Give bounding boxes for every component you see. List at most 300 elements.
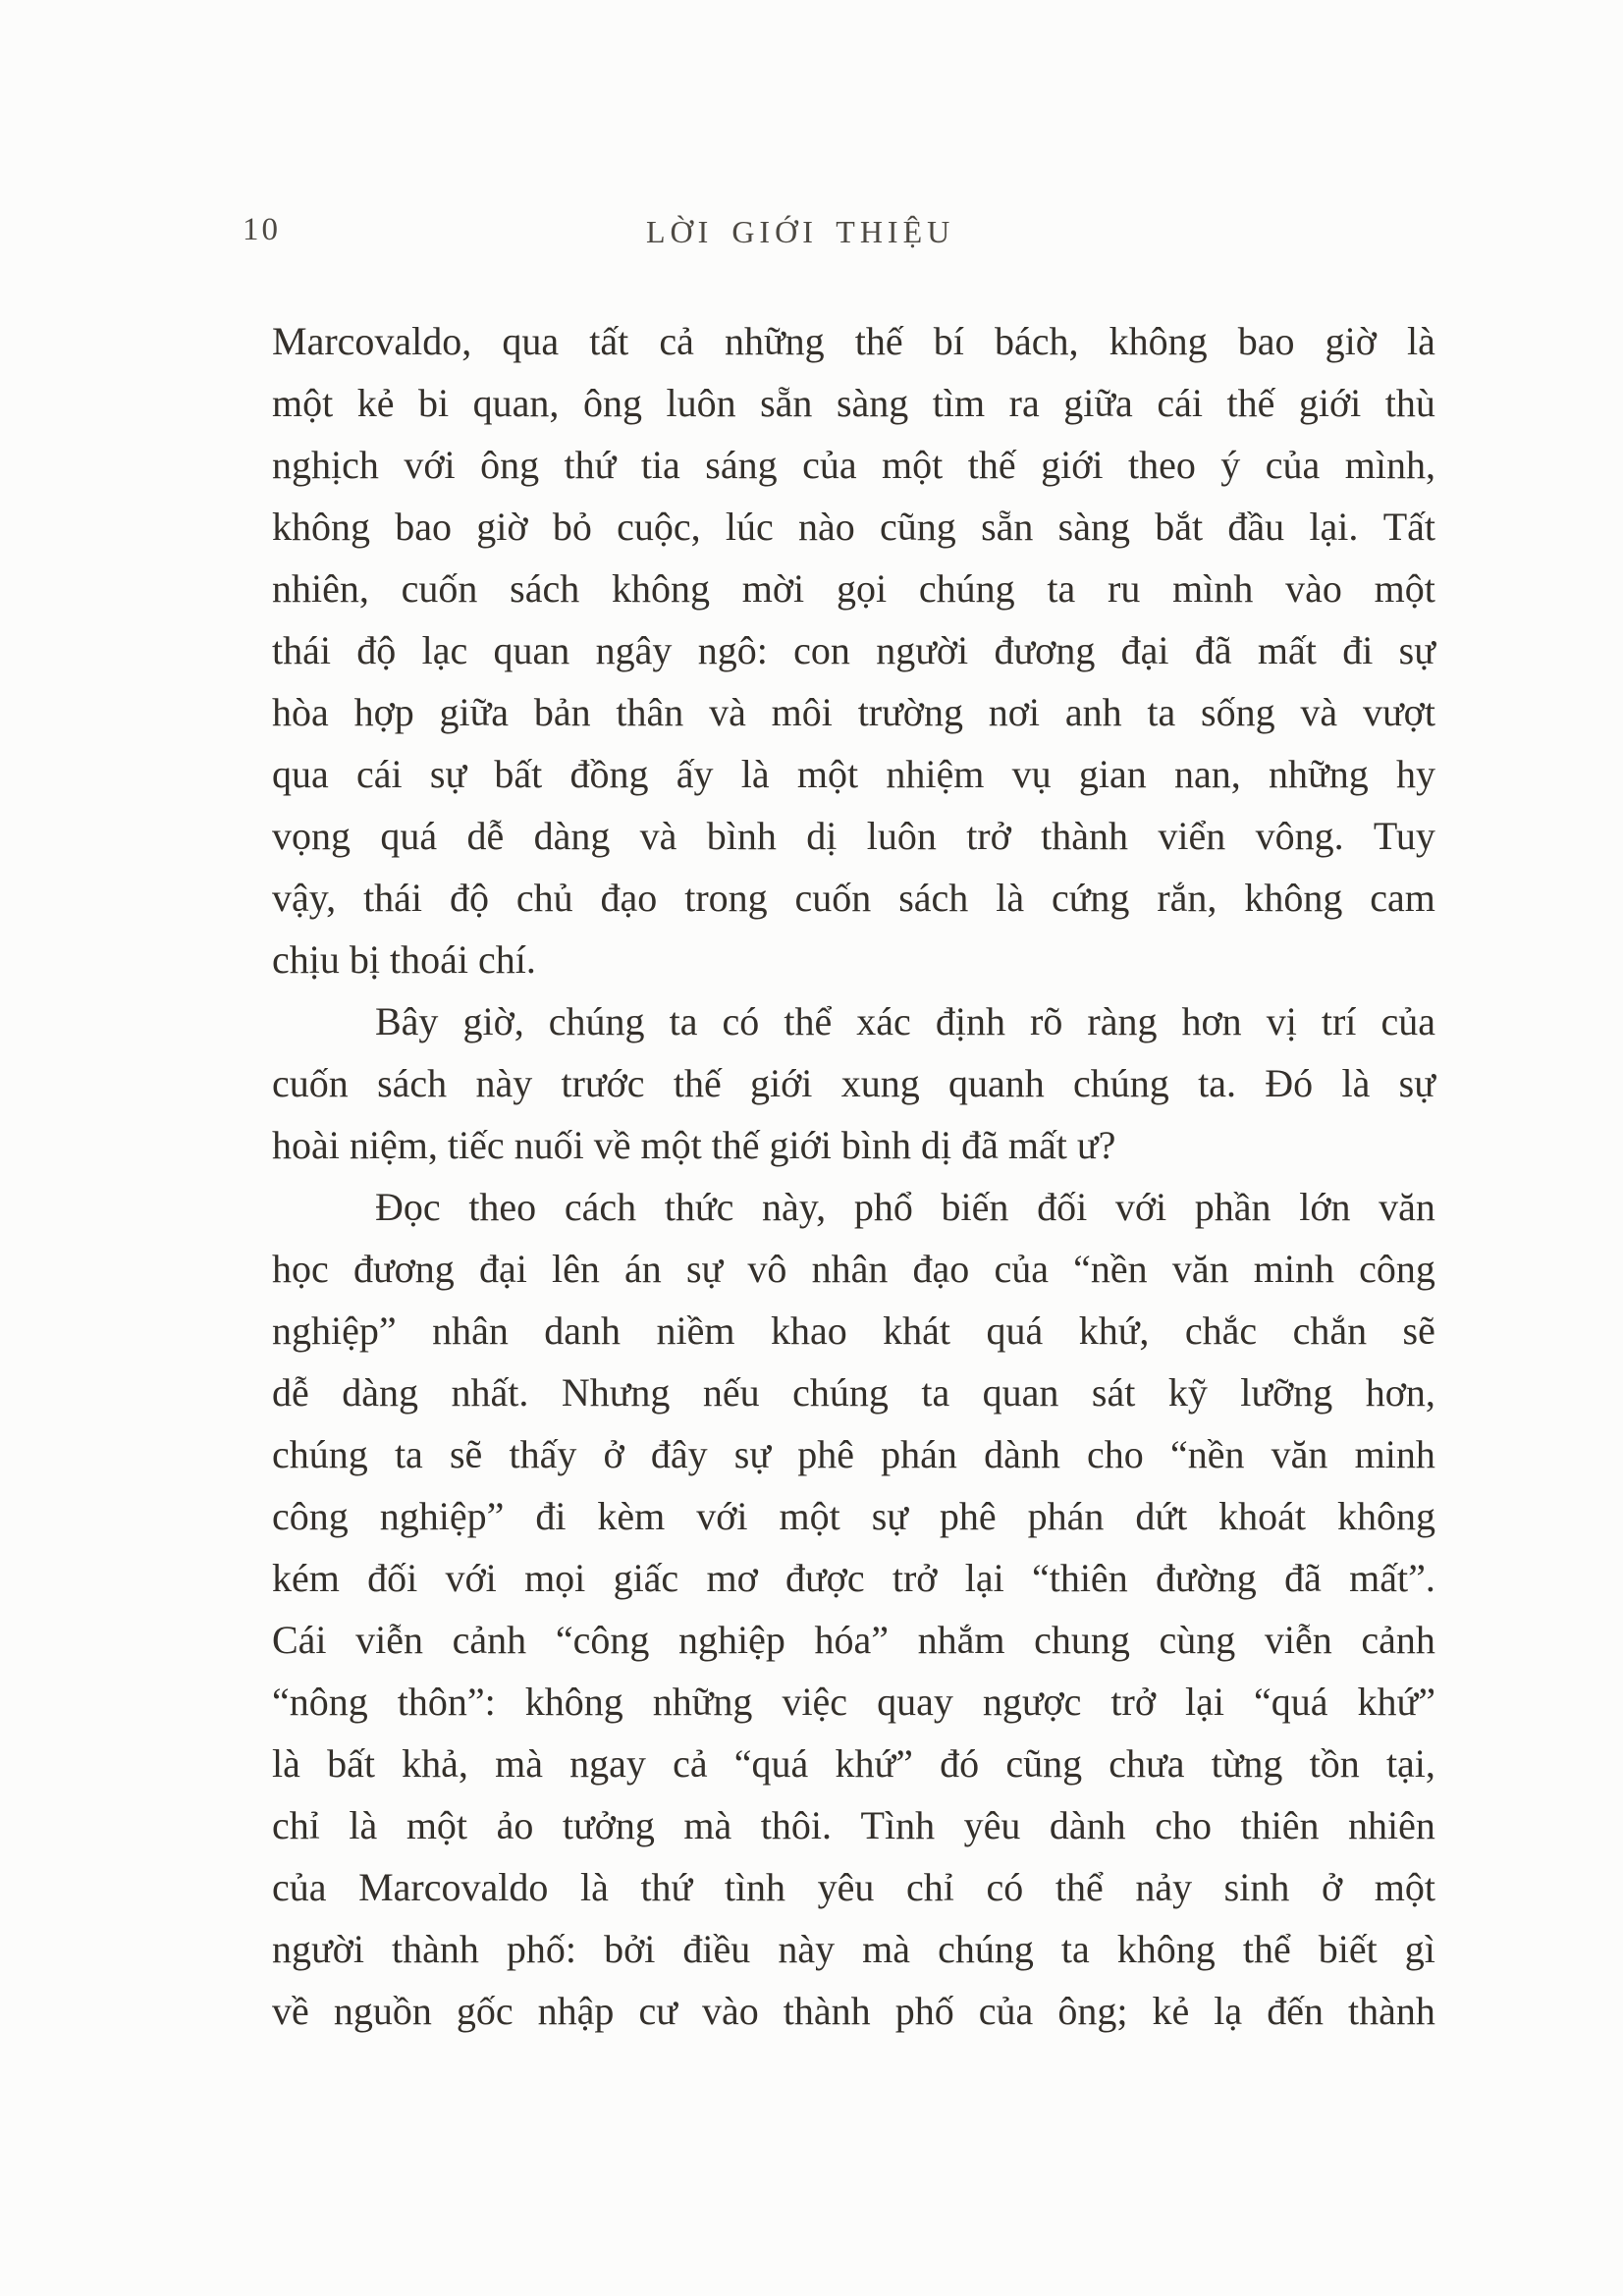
text-line [272, 867, 1435, 929]
word: sẵn [760, 381, 813, 425]
word: tình [724, 1865, 786, 1909]
word: công [1359, 1247, 1435, 1291]
word: đây [650, 1432, 708, 1476]
word: thức [664, 1185, 734, 1229]
word: vô [747, 1247, 787, 1291]
word: tưởng [562, 1803, 655, 1847]
word: những [652, 1680, 753, 1724]
word: chúng [918, 566, 1015, 611]
word: bi [418, 381, 450, 425]
word: thiên [1240, 1803, 1320, 1847]
word: theo [468, 1185, 537, 1229]
word: việc [782, 1680, 848, 1724]
word: thể [1242, 1927, 1291, 1971]
word: hơn [1181, 999, 1242, 1043]
word: đối [1037, 1185, 1088, 1229]
word: tồn [1309, 1741, 1360, 1786]
word: lại. [1309, 505, 1359, 549]
word: thứ [564, 443, 617, 487]
word: thế [967, 443, 1016, 487]
word: nhất. [451, 1370, 529, 1415]
word: lại [1185, 1680, 1224, 1724]
word: dị [806, 814, 838, 858]
text-line [272, 1238, 1435, 1300]
word: cho [1087, 1432, 1144, 1476]
text-line [272, 1733, 1435, 1794]
word: thế [854, 319, 903, 363]
word: vào [1285, 566, 1342, 611]
text-line: chịu bị thoái chí. [272, 937, 536, 982]
word: văn [1171, 1247, 1229, 1291]
word: thứ [640, 1865, 693, 1909]
word: sinh [1223, 1865, 1290, 1909]
word: không [612, 566, 711, 611]
text-line [272, 1176, 1435, 1238]
word: một [796, 752, 859, 796]
page-header [0, 210, 1623, 259]
word: được [784, 1556, 865, 1600]
word: là [1341, 1061, 1371, 1105]
word: sự [1398, 1061, 1435, 1105]
word: chắc [1184, 1308, 1258, 1353]
word: bình [706, 814, 777, 858]
word: kỹ [1167, 1370, 1208, 1415]
word: rắn, [1157, 876, 1217, 920]
word: trở [892, 1556, 938, 1600]
word: gọi [836, 566, 888, 611]
word: văn [1271, 1432, 1328, 1476]
word: phố [894, 1989, 954, 2033]
word: gốc [456, 1989, 514, 2033]
word: gì [1404, 1927, 1435, 1971]
word: nảy [1135, 1865, 1193, 1909]
text-line [272, 619, 1435, 681]
word: ta [394, 1432, 423, 1476]
word: bao [395, 505, 453, 549]
word: vào [701, 1989, 759, 2033]
word: trường [857, 690, 963, 734]
word: bách, [994, 319, 1079, 363]
word: ta [669, 999, 698, 1043]
word: nghiệp” [379, 1494, 505, 1538]
word: lúc [725, 505, 774, 549]
word: Tình [860, 1803, 936, 1847]
word: luôn [866, 814, 937, 858]
word: dành [1049, 1803, 1126, 1847]
word: ngây [595, 628, 673, 672]
word: vượt [1362, 690, 1435, 734]
word: thể [1055, 1865, 1104, 1909]
word: cuốn [272, 1061, 349, 1105]
word: ảo [496, 1803, 534, 1847]
word: là [1406, 319, 1435, 363]
word: quá [380, 814, 438, 858]
text-line [272, 990, 1435, 1052]
word: cam [1370, 876, 1435, 920]
text-line [272, 1918, 1435, 1980]
word: ông; [1057, 1989, 1128, 2033]
word: của [1265, 443, 1321, 487]
word: giữa [1063, 381, 1133, 425]
word: ở [603, 1432, 624, 1476]
word: Tất [1382, 505, 1435, 549]
word: Nhưng [561, 1370, 671, 1415]
word: ngay [569, 1741, 646, 1786]
text-line [272, 681, 1435, 743]
word: và [1300, 690, 1338, 734]
word: minh [1253, 1247, 1334, 1291]
word: khứ” [835, 1741, 913, 1786]
word: có [722, 999, 760, 1043]
word: trở [966, 814, 1011, 858]
word: Marcovaldo [358, 1865, 549, 1909]
word: “nông [272, 1680, 368, 1724]
word: lại [964, 1556, 1004, 1600]
word: đi [535, 1494, 567, 1538]
word: chúng [548, 999, 645, 1043]
word: và [709, 690, 746, 734]
text-line [272, 805, 1435, 867]
word: điều [682, 1927, 751, 1971]
word: đi [1342, 628, 1374, 672]
word: sẽ [449, 1432, 483, 1476]
word: tất [589, 319, 629, 363]
word: này, [762, 1185, 827, 1229]
word: chúng [938, 1927, 1034, 1971]
word: thái [363, 876, 423, 920]
text-line [272, 1300, 1435, 1362]
word: mình, [1344, 443, 1435, 487]
word: ý [1220, 443, 1241, 487]
word: ấy [676, 752, 714, 796]
word: kẻ [356, 381, 395, 425]
word: trở [1110, 1680, 1157, 1724]
word: tại, [1385, 1741, 1435, 1786]
word: con [793, 628, 850, 672]
word: nghiệp” [272, 1308, 397, 1353]
word: quá [986, 1308, 1044, 1353]
word: kèm [597, 1494, 666, 1538]
word: hợp [353, 690, 414, 734]
word: hòa [272, 690, 329, 734]
word: luôn [666, 381, 736, 425]
word: Cái [272, 1618, 327, 1662]
word: một [406, 1803, 468, 1847]
word: cư [638, 1989, 677, 2033]
word: vậy, [272, 876, 337, 920]
word: cuốn [794, 876, 872, 920]
word: vông. [1255, 814, 1344, 858]
word: viễn [1264, 1618, 1332, 1662]
word: khát [883, 1308, 951, 1353]
word: chúng [1073, 1061, 1169, 1105]
word: nhiên, [272, 566, 369, 611]
word: thù [1384, 381, 1435, 425]
word: trước [561, 1061, 645, 1105]
word: về [272, 1989, 309, 2033]
word: giờ [1325, 319, 1377, 363]
word: không [1337, 1494, 1435, 1538]
word: trí [1321, 999, 1357, 1043]
word: chúng [792, 1370, 889, 1415]
paragraph [272, 990, 1435, 1176]
word: định [935, 999, 1005, 1043]
word: không [524, 1680, 623, 1724]
word: nghịch [272, 443, 379, 487]
text-line [272, 1423, 1435, 1485]
word: đã [1194, 628, 1232, 672]
page-number: 10 [243, 212, 281, 247]
word: ngược [982, 1680, 1082, 1724]
word: là [740, 752, 770, 796]
word: sự [429, 752, 467, 796]
word: dễ [466, 814, 505, 858]
word: tìm [932, 381, 986, 425]
word: là [349, 1803, 378, 1847]
word: giới [750, 1061, 813, 1105]
word: không [1116, 1927, 1216, 1971]
word: thể [784, 999, 833, 1043]
word: sàng [1057, 505, 1130, 549]
word: dàng [533, 814, 611, 858]
word: kẻ [1152, 1989, 1190, 2033]
word: đại [478, 1247, 527, 1291]
word: biến [941, 1185, 1009, 1229]
word: nhân [432, 1308, 509, 1353]
word: Bây [375, 999, 439, 1043]
word: môi [771, 690, 833, 734]
word: chỉ [906, 1865, 954, 1909]
word: nghiệp [677, 1618, 785, 1662]
word: văn [1379, 1185, 1435, 1229]
word: độ [356, 628, 397, 672]
word: công [272, 1494, 349, 1538]
word: đương [352, 1247, 455, 1291]
word: ta [1060, 1927, 1090, 1971]
word: yêu [963, 1803, 1021, 1847]
word: nào [798, 505, 855, 549]
word: chắn [1292, 1308, 1368, 1353]
word: không [1109, 319, 1208, 363]
word: mình [1172, 566, 1254, 611]
word: “công [555, 1618, 650, 1662]
word: của [994, 1247, 1049, 1291]
word: khứ” [1357, 1680, 1435, 1724]
word: một [882, 443, 944, 487]
word: cùng [1159, 1618, 1236, 1662]
word: bí [933, 319, 964, 363]
word: vụ [1011, 752, 1052, 796]
word: đối [367, 1556, 418, 1600]
word: nan, [1174, 752, 1241, 796]
word: bởi [604, 1927, 656, 1971]
word: đường [1155, 1556, 1257, 1600]
word: mà [862, 1927, 911, 1971]
word: cả [673, 1741, 708, 1786]
word: khao [770, 1308, 847, 1353]
word: chúng [272, 1432, 368, 1476]
word: sách [377, 1061, 448, 1105]
word: cuộc, [617, 505, 701, 549]
word: có [986, 1865, 1024, 1909]
word: mơ [706, 1556, 758, 1600]
word: qua [272, 752, 329, 796]
word: nơi [988, 690, 1041, 734]
word: quan [982, 1370, 1059, 1415]
text-line [272, 1671, 1435, 1733]
word: với [696, 1494, 748, 1538]
word: phê [797, 1432, 854, 1476]
word: không [272, 505, 370, 549]
word: đến [1267, 1989, 1324, 2033]
word: của [272, 1865, 327, 1909]
word: Marcovaldo, [272, 319, 472, 363]
word: phổ [853, 1185, 913, 1229]
word: hóa” [814, 1618, 889, 1662]
word: sát [1091, 1370, 1136, 1415]
word: nếu [702, 1370, 760, 1415]
word: bất [494, 752, 543, 796]
word: giới [1298, 381, 1362, 425]
word: bao [1237, 319, 1295, 363]
page-body-text [272, 310, 1435, 2042]
word: những [724, 319, 825, 363]
word: cũng [1005, 1741, 1083, 1786]
word: hy [1395, 752, 1435, 796]
word: ràng [1087, 999, 1158, 1043]
word: cứng [1051, 876, 1130, 920]
word: bỏ [552, 505, 592, 549]
text-line [272, 1052, 1435, 1114]
text-line [272, 310, 1435, 372]
word: ông [582, 381, 642, 425]
text-line [272, 1362, 1435, 1423]
word: mời [741, 566, 805, 611]
word: của [978, 1989, 1034, 2033]
word: tia [640, 443, 680, 487]
word: cảnh [1361, 1618, 1435, 1662]
word: giờ, [462, 999, 524, 1043]
word: sàng [836, 381, 909, 425]
word: ru [1108, 566, 1141, 611]
text-line [272, 1794, 1435, 1856]
word: này [475, 1061, 533, 1105]
word: trong [684, 876, 768, 920]
word: lạc [421, 628, 468, 672]
word: thế [673, 1061, 722, 1105]
word: sự [1398, 628, 1435, 672]
word: sống [1201, 690, 1275, 734]
word: theo [1127, 443, 1196, 487]
word: dàng [342, 1370, 418, 1415]
word: ông [480, 443, 540, 487]
word: quan [493, 628, 570, 672]
running-header-title: LỜI GIỚI THIỆU [646, 214, 955, 249]
text-line [272, 1547, 1435, 1609]
word: quan, [472, 381, 560, 425]
word: cũng [880, 505, 956, 549]
word: mọi [524, 1556, 586, 1600]
word: bản [533, 690, 591, 734]
word: danh [544, 1308, 622, 1353]
word: “nền [1073, 1247, 1148, 1291]
word: sáng [705, 443, 778, 487]
word: độ [449, 876, 489, 920]
word: sự [871, 1494, 908, 1538]
word: người [876, 628, 969, 672]
word: giấc [613, 1556, 679, 1600]
word: của [802, 443, 857, 487]
word: ta [921, 1370, 950, 1415]
word: anh [1064, 690, 1122, 734]
word: đó [940, 1741, 980, 1786]
word: thôi. [760, 1803, 832, 1847]
word: thái [272, 628, 331, 672]
word: giờ [476, 505, 528, 549]
word: đã [1284, 1556, 1322, 1600]
word: đạo [912, 1247, 970, 1291]
text-line [272, 1609, 1435, 1671]
word: sẵn [981, 505, 1034, 549]
word: chưa [1109, 1741, 1185, 1786]
word: cả [659, 319, 694, 363]
text-line: hoài niệm, tiếc nuối về một thế giới bình dị đã mất ư? [272, 1123, 1116, 1167]
word: sẽ [1402, 1308, 1435, 1353]
word: ta. [1198, 1061, 1236, 1105]
word: lớn [1299, 1185, 1351, 1229]
word: sự [733, 1432, 772, 1476]
word: những [1269, 752, 1369, 796]
word: dứt [1135, 1494, 1188, 1538]
word: vọng [272, 814, 351, 858]
word: không [1244, 876, 1343, 920]
text-line [272, 1485, 1435, 1547]
word: với [445, 1556, 497, 1600]
word: thành [783, 1989, 871, 2033]
word: phán [1027, 1494, 1105, 1538]
word: nhắm [917, 1618, 1005, 1662]
word: của [1380, 999, 1435, 1043]
word: nhân [811, 1247, 889, 1291]
word: là [996, 876, 1025, 920]
word: “quá [733, 1741, 809, 1786]
word: mất”. [1349, 1556, 1435, 1600]
word: học [272, 1247, 329, 1291]
text-line [272, 496, 1435, 558]
word: một [1374, 1865, 1435, 1909]
word: thành [1041, 814, 1128, 858]
word: thấy [509, 1432, 577, 1476]
word: cách [564, 1185, 637, 1229]
word: đồng [569, 752, 649, 796]
word: quay [877, 1680, 953, 1724]
word: chủ [515, 876, 573, 920]
word: cuốn [401, 566, 478, 611]
word: một [779, 1494, 840, 1538]
word: “quá [1254, 1680, 1328, 1724]
word: với [404, 443, 456, 487]
word: quanh [947, 1061, 1045, 1105]
word: với [1114, 1185, 1167, 1229]
word: một [272, 381, 334, 425]
word: yêu [817, 1865, 875, 1909]
word: ra [1008, 381, 1040, 425]
word: qua [502, 319, 560, 363]
word: lưỡng [1240, 1370, 1333, 1415]
word: niềm [656, 1308, 735, 1353]
word: rõ [1030, 999, 1063, 1043]
word: mà [495, 1741, 543, 1786]
